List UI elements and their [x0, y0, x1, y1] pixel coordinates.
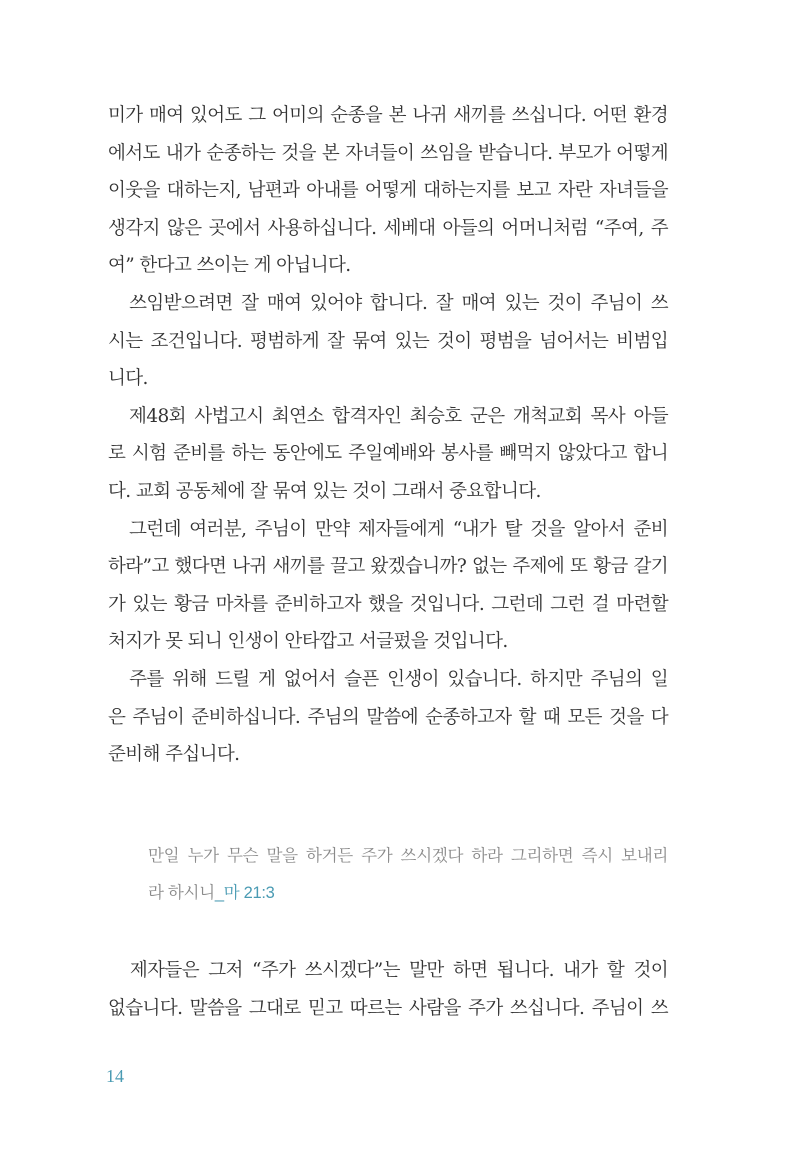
text-line: 준비해 주십니다. [108, 744, 240, 766]
text-line: 은 주님이 준비하십니다. 주님의 말씀에 순종하고자 할 때 모든 것을 다 [108, 706, 668, 728]
scripture-reference: _마 21:3 [214, 884, 275, 902]
closing-text [108, 952, 668, 1027]
text-line: 시는 조건입니다. 평범하게 잘 묶여 있는 것이 평범을 넘어서는 비범입 [108, 330, 668, 352]
quote-line [148, 875, 668, 912]
text-line: 그런데 여러분, 주님이 만약 제자들에게 “내가 탈 것을 알아서 준비 [108, 518, 668, 540]
text-line: 처지가 못 되니 인생이 안타깝고 서글펐을 것입니다. [108, 631, 508, 653]
text-line: 미가 매여 있어도 그 어미의 순종을 본 나귀 새끼를 쓰십니다. 어떤 환경 [108, 105, 668, 126]
text-line: 없습니다. 말씀을 그대로 믿고 따르는 사람을 주가 쓰십니다. 주님이 쓰 [108, 997, 668, 1019]
page-number: 14 [106, 1066, 124, 1086]
text-line: 이웃을 대하는지, 남편과 아내를 어떻게 대하는지를 보고 자란 자녀들을 [108, 180, 668, 202]
text-line: 제48회 사법고시 최연소 합격자인 최승호 군은 개척교회 목사 아들 [108, 405, 668, 427]
scripture-quote [148, 838, 668, 912]
text-line: 생각지 않은 곳에서 사용하십니다. 세베대 아들의 어머니처럼 “주여, 주 [108, 217, 668, 239]
text-line: 쓰임받으려면 잘 매여 있어야 합니다. 잘 매여 있는 것이 주님이 쓰 [108, 292, 668, 314]
text-line: 에서도 내가 순종하는 것을 본 자녀들이 쓰임을 받습니다. 부모가 어떻게 [108, 142, 668, 164]
text-line: 다. 교회 공동체에 잘 묶여 있는 것이 그래서 중요합니다. [108, 480, 541, 502]
quote-line: 만일 누가 무슨 말을 하거든 주가 쓰시겠다 하라 그리하면 즉시 보내리 [148, 847, 668, 865]
text-line: 제자들은 그저 “주가 쓰시겠다”는 말만 하면 됩니다. 내가 할 것이 [108, 960, 668, 981]
text-line: 가 있는 황금 마차를 준비하고자 했을 것입니다. 그런데 그런 걸 마련할 [108, 593, 668, 615]
text-line: 니다. [108, 368, 148, 390]
text-line: 여” 한다고 쓰이는 게 아닙니다. [108, 255, 351, 277]
text-line: 로 시험 준비를 하는 동안에도 주일예배와 봉사를 빼먹지 않았다고 합니 [108, 443, 668, 465]
text-line: 주를 위해 드릴 게 없어서 슬픈 인생이 있습니다. 하지만 주님의 일 [108, 668, 668, 690]
text-line: 하라”고 했다면 나귀 새끼를 끌고 왔겠습니까? 없는 주제에 또 황금 갈기 [108, 556, 668, 578]
quote-text: 라 하시니 [148, 884, 215, 902]
body-text [108, 97, 668, 774]
